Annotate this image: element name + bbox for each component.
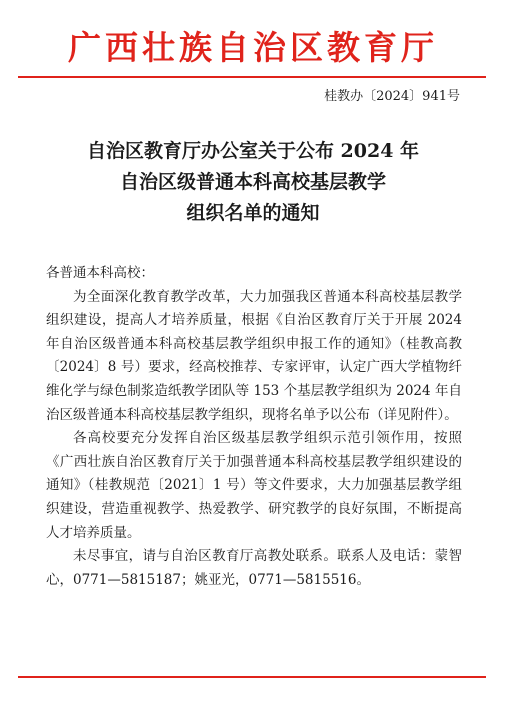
title-line-2: 自治区级普通本科高校基层教学 (119, 171, 386, 193)
agency-letterhead: 广西壮族自治区教育厅 (68, 28, 438, 67)
body-paragraph-1: 为全面深化教育教学改革，大力加强我区普通本科高校基层教学组织建设，提高人才培养质量，根据《自治区教育厅关于开展 2024 年自治区级普通本科高校基层教学组织申报工作的通知》（桂教高教〔2024〕8 号）要求，经高校推荐、专家评审，认定广西大学植物纤维化学与绿色制浆造纸教学团队等 153 个基层教学组织为 2024 年自治区级普通本科高校基层教学组织，现将名单予以公布（详见附件）。 (46, 288, 462, 423)
document-title (0, 136, 506, 229)
body-paragraph-2: 各高校要充分发挥自治区级基层教学组织示范引领作用，按照《广西壮族自治区教育厅关于加强普通本科高校基层教学组织建设的通知》（桂教规范〔2021〕1 号）等文件要求，大力加强基层教学组织建设，营造重视教学、热爱教学、研究教学的良好氛围，不断提高人才培养质量。 (46, 430, 462, 541)
title-line-1: 自治区教育厅办公室关于公布 2024 年 (86, 140, 420, 162)
salutation: 各普通本科高校： (46, 265, 154, 281)
letterhead-red-rule (18, 76, 486, 78)
body-paragraph-3: 未尽事宜，请与自治区教育厅高教处联系。联系人及电话：蒙智心，0771—5815187；姚亚光，0771—5815516。 (46, 548, 462, 588)
document-number: 桂教办〔2024〕941号 (324, 89, 460, 104)
footer-red-rule (18, 676, 486, 678)
document-body (46, 262, 462, 592)
title-line-3: 组织名单的通知 (186, 202, 320, 224)
